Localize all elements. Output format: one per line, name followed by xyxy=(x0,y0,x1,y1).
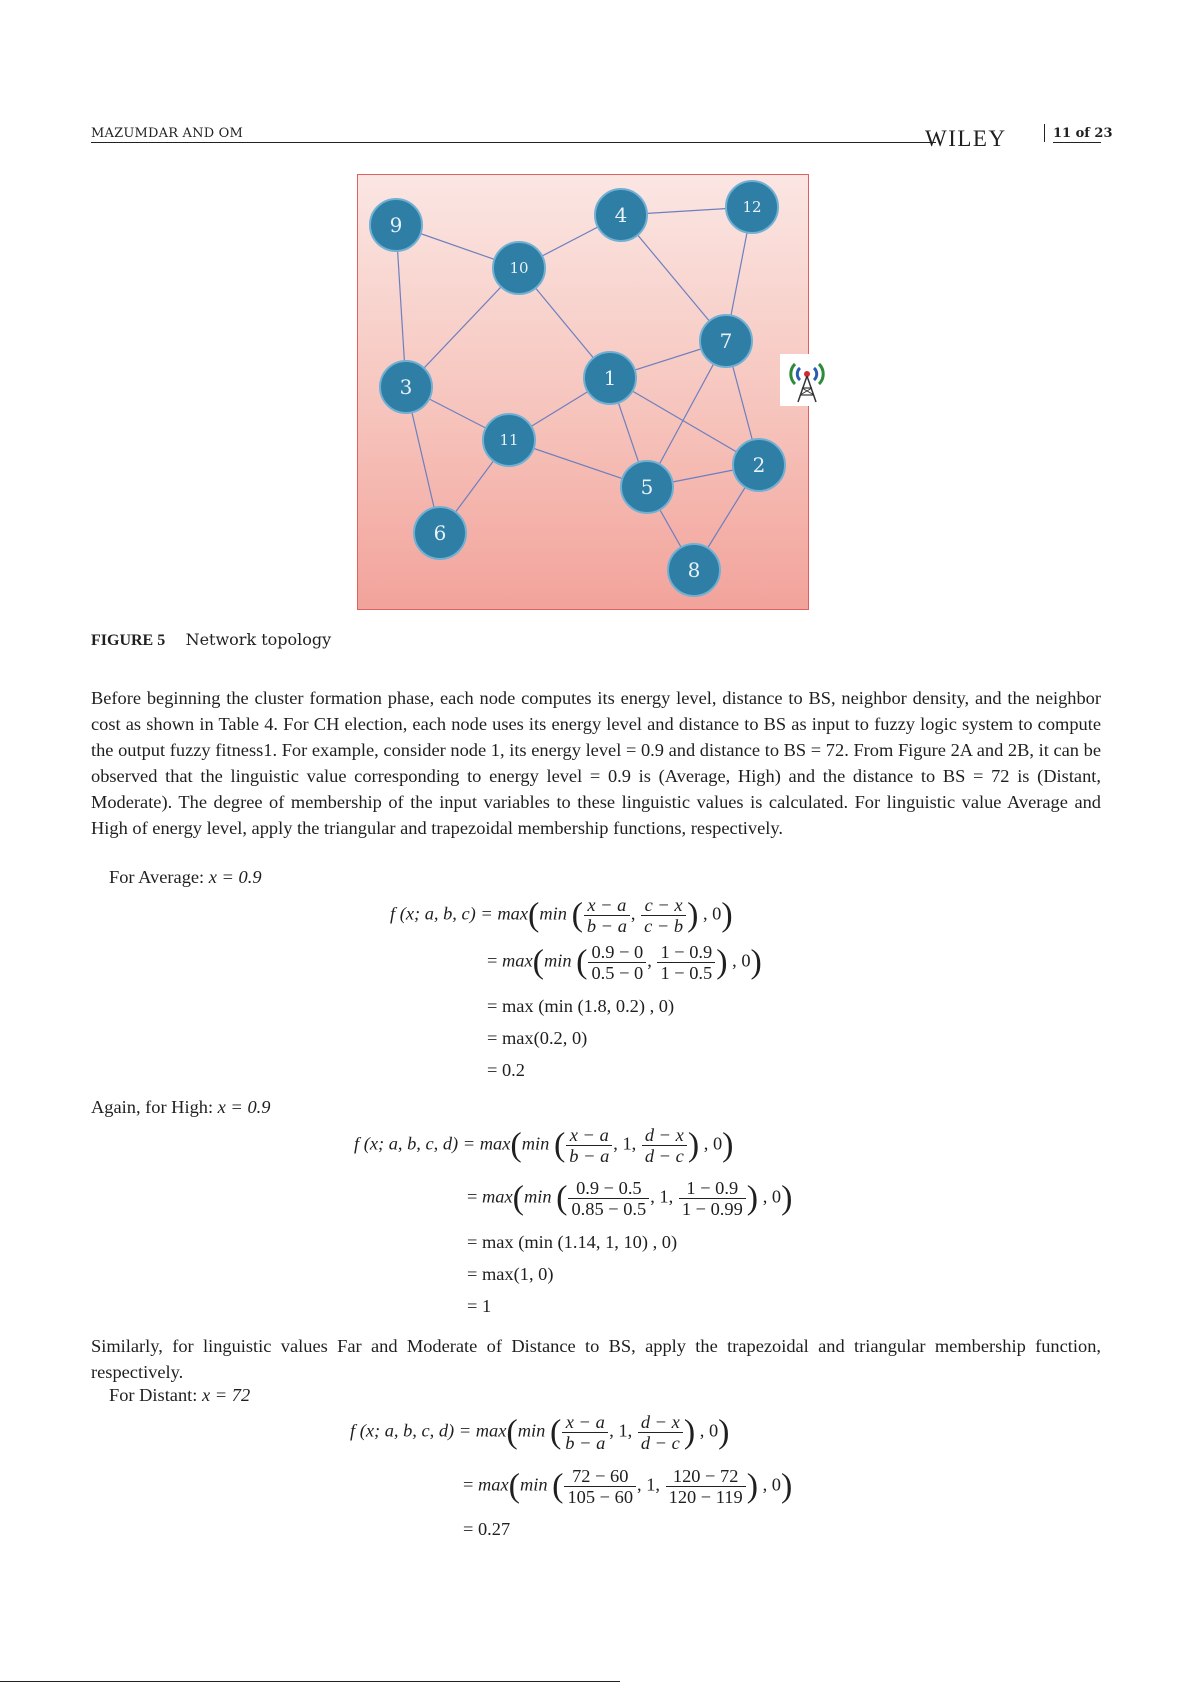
frac-num: 1 − 0.9 xyxy=(679,1178,746,1199)
node-label: 4 xyxy=(614,203,628,227)
frac-num: 120 − 72 xyxy=(666,1466,746,1487)
eq-high-line1: f (x; a, b, c, d) = max(min ( $\frac{x - a}{b - a}$ , 1, $\frac{d - x}{d - c}$ ) , 0) xyxy=(354,1125,734,1166)
eq-high-line3: = max (min (1.14, 1, 10) , 0) xyxy=(467,1232,678,1252)
for-distant-label: For Distant: xyxy=(109,1385,202,1405)
network-topology-figure xyxy=(357,174,809,610)
again-high-label: Again, for High: xyxy=(91,1097,218,1117)
eq-distant-line2: = max(min ( $\frac{72 - 60}{105 - 60}$ , 1, $\frac{120 - 72}{120 - 119}$ ) , 0) xyxy=(463,1466,793,1507)
frac-den: 105 − 60 xyxy=(567,1487,634,1507)
figure-caption-text: Network topology xyxy=(185,630,332,649)
eq-high-line5: = 1 xyxy=(467,1296,492,1316)
eq-average-line1: f (x; a, b, c) = max(min ( $\frac{x - a}{b - a}$ , $\frac{c - x}{c - b}$ ) , 0) xyxy=(390,895,733,936)
frac-den: b − a xyxy=(586,916,627,936)
for-average-value: x = 0.9 xyxy=(208,867,262,887)
node-label: 1 xyxy=(603,366,617,390)
eq-lhs: f (x; a, b, c, d) = xyxy=(354,1133,480,1154)
publisher-logo: WILEY xyxy=(925,126,1007,151)
again-high-value: x = 0.9 xyxy=(217,1097,271,1117)
frac-den: 1 − 0.5 xyxy=(660,963,713,983)
frac-num: x − a xyxy=(562,1412,608,1433)
page-number: 11 of 23 xyxy=(1053,126,1113,141)
eq-lhs: f (x; a, b, c, d) = xyxy=(350,1420,476,1441)
node-label: 8 xyxy=(687,558,701,582)
figure-label: FIGURE 5 xyxy=(91,632,166,649)
node-label: 5 xyxy=(640,475,654,499)
node-label: 11 xyxy=(499,431,519,449)
eq-distant-line1: f (x; a, b, c, d) = max(min ( $\frac{x - a}{b - a}$ , 1, $\frac{d - x}{d - c}$ ) , 0) xyxy=(350,1412,730,1453)
eq-average-line5: = 0.2 xyxy=(487,1060,525,1080)
body-paragraph-2: Similarly, for linguistic values Far and Moderate of Distance to BS, apply the trapezoidal and triangular membership function, respectively. xyxy=(91,1336,1101,1382)
node-label: 9 xyxy=(389,213,403,237)
eq-average-line4: = max(0.2, 0) xyxy=(487,1028,588,1048)
base-station-icon xyxy=(780,354,834,406)
node-label: 3 xyxy=(399,375,413,399)
frac-num: x − a xyxy=(584,895,630,916)
frac-num: 72 − 60 xyxy=(564,1466,636,1487)
network-graph xyxy=(358,175,810,611)
node-label: 10 xyxy=(509,259,529,277)
page-number-rule xyxy=(1053,142,1101,143)
body-paragraph-1: Before beginning the cluster formation phase, each node computes its energy level, distance to BS, neighbor density, and the neighbor cost as shown in Table 4. For CH election, each node uses its energy level and distance to BS as input to fuzzy logic system to compute the output fuzzy fitness1. For example, consider node 1, its energy level = 0.9 and distance to BS = 72. From Figure 2A and 2B, it can be observed that the linguistic value corresponding to energy level = 0.9 is (Average, High) and the distance to BS = 72 is (Distant, Moderate). The degree of membership of the input variables to these linguistic values is calculated. For linguistic value Average and High of energy level, apply the triangular and trapezoidal membership functions, respectively. xyxy=(91,688,1101,838)
frac-num: 0.9 − 0.5 xyxy=(568,1178,649,1199)
frac-num: c − x xyxy=(641,895,686,916)
frac-num: x − a xyxy=(566,1125,612,1146)
frac-num: 0.9 − 0 xyxy=(588,942,646,963)
eq-average-line2: = max(min ( $\frac{0.9 - 0}{0.5 - 0}$ , $\frac{1 - 0.9}{1 - 0.5}$ ) , 0) xyxy=(487,942,762,983)
eq-lhs: f (x; a, b, c) = xyxy=(390,903,498,924)
eq-high-line2: = max(min ( $\frac{0.9 - 0.5}{0.85 - 0.5}$ , 1, $\frac{1 - 0.9}{1 - 0.99}$ ) , 0) xyxy=(467,1178,793,1219)
frac-den: c − b xyxy=(644,916,684,936)
header-rule xyxy=(91,142,936,143)
eq-average-line3: = max (min (1.8, 0.2) , 0) xyxy=(487,996,675,1016)
frac-num: d − x xyxy=(638,1412,683,1433)
frac-den: b − a xyxy=(569,1146,610,1166)
frac-num: 1 − 0.9 xyxy=(657,942,715,963)
eq-distant-line3: = 0.27 xyxy=(463,1519,511,1539)
frac-den: d − c xyxy=(640,1433,680,1453)
eq-high-line4: = max(1, 0) xyxy=(467,1264,554,1284)
frac-den: 120 − 119 xyxy=(668,1487,743,1507)
for-distant-line xyxy=(109,1385,250,1406)
frac-den: 0.85 − 0.5 xyxy=(571,1199,647,1219)
header-divider xyxy=(1044,124,1045,142)
node-label: 6 xyxy=(433,521,447,545)
for-average-label: For Average: xyxy=(109,867,209,887)
node-label: 12 xyxy=(742,198,762,216)
running-header-authors: MAZUMDAR AND OM xyxy=(91,126,244,141)
for-distant-value: x = 72 xyxy=(201,1385,251,1405)
node-label: 7 xyxy=(719,329,733,353)
for-average-line xyxy=(109,867,262,888)
frac-den: 1 − 0.99 xyxy=(681,1199,743,1219)
frac-den: d − c xyxy=(644,1146,684,1166)
frac-den: b − a xyxy=(565,1433,606,1453)
again-high-line xyxy=(91,1097,270,1118)
node-label: 2 xyxy=(752,453,766,477)
footer-rule xyxy=(0,1681,620,1682)
graph-nodes xyxy=(370,181,785,596)
figure-caption xyxy=(91,630,331,650)
frac-den: 0.5 − 0 xyxy=(591,963,644,983)
frac-num: d − x xyxy=(642,1125,687,1146)
